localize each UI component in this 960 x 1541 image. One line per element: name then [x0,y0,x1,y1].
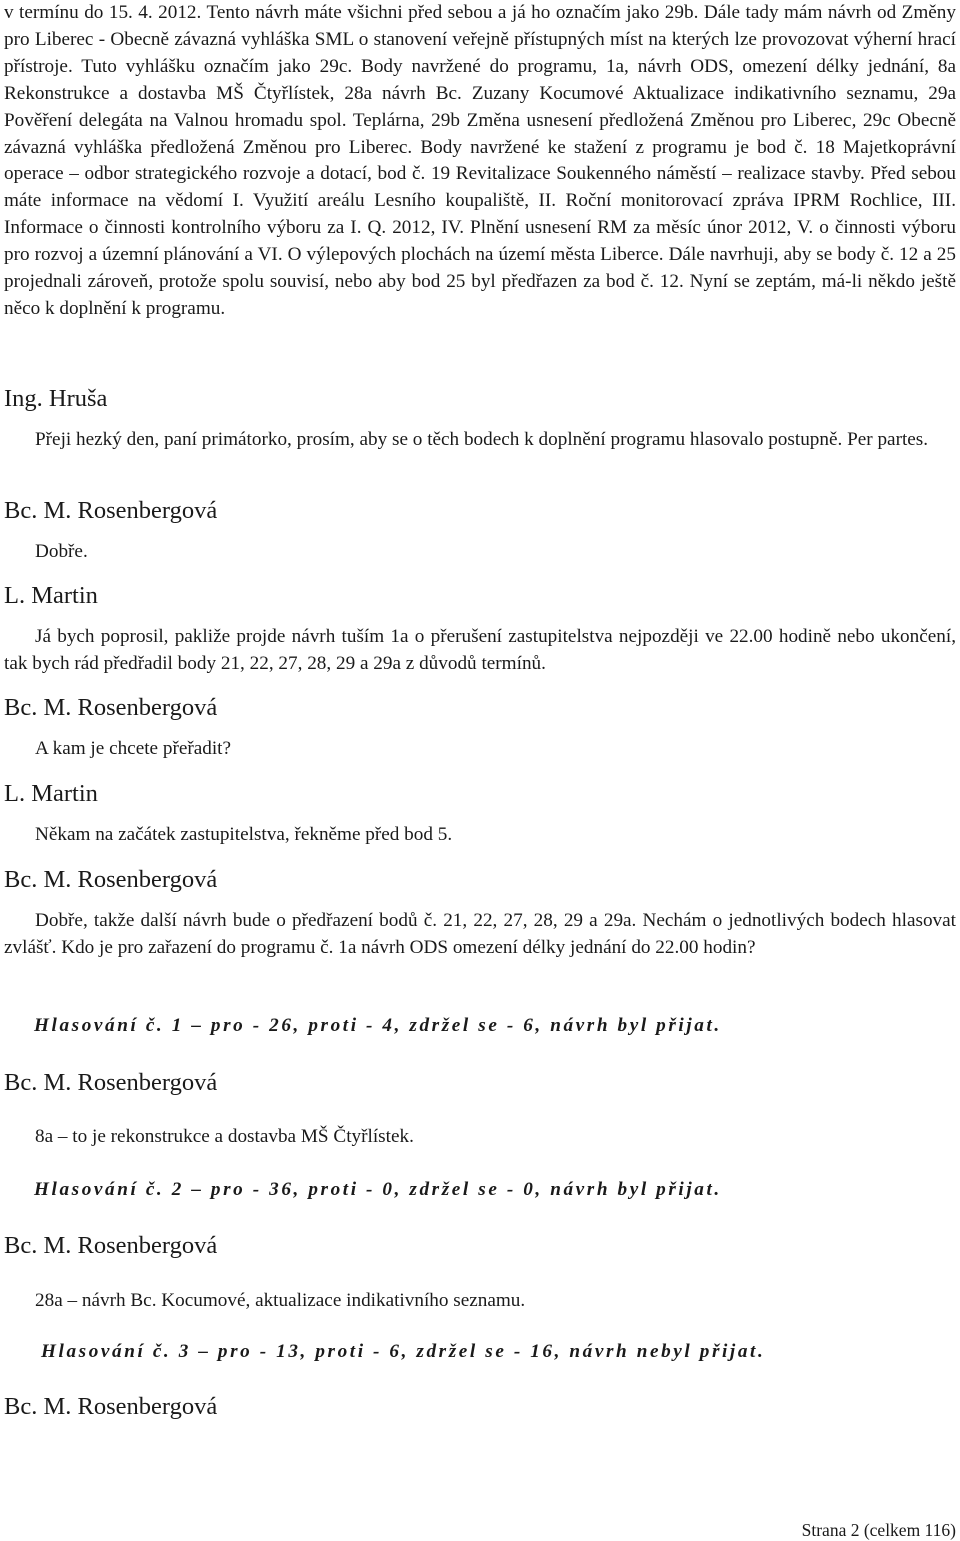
speech-text: Přeji hezký den, paní primátorko, prosím, aby se o těch bodech k doplnění programu hlasovalo postupně. Per partes. [35,429,929,450]
page-number-footer: Strana 2 (celkem 116) [801,1520,956,1540]
speech-text: Někam na začátek zastupitelstva, řekněme před bod 5. [35,824,453,845]
speaker-heading: Bc. M. Rosenbergová [4,1069,218,1096]
speech-text: Já bych poprosil, pakliže projde návrh tuším 1a o přerušení zastupitelstva nejpozději ve 22.00 hodině nebo ukončení, tak bych rád předřadil body 21, 22, 27, 28, 29 a 29a z důvodů termínů. [4,626,956,674]
speaker-heading: L. Martin [4,780,98,807]
vote-result: Hlasování č. 3 – pro - 13, proti - 6, zdržel se - 16, návrh nebyl přijat. [41,1341,766,1362]
speaker-heading: Bc. M. Rosenbergová [4,1232,218,1259]
speech-text: 28a – návrh Bc. Kocumové, aktualizace indikativního seznamu. [35,1290,526,1311]
speech-text: A kam je chcete přeřadit? [35,738,232,759]
speech-text: Dobře, takže další návrh bude o předřazení bodů č. 21, 22, 27, 28, 29 a 29a. Nechám o jednotlivých bodech hlasovat zvlášť. Kdo je pro zařazení do programu č. 1a návrh ODS omezení délky jednání do 22.00 hodin? [4,910,956,958]
speaker-heading: L. Martin [4,582,98,609]
speaker-heading: Bc. M. Rosenbergová [4,1393,218,1420]
vote-result: Hlasování č. 1 – pro - 26, proti - 4, zdržel se - 6, návrh byl přijat. [34,1015,722,1036]
speaker-heading: Bc. M. Rosenbergová [4,497,218,524]
speaker-heading: Bc. M. Rosenbergová [4,866,218,893]
speech-text: Dobře. [35,541,88,562]
speaker-heading: Bc. M. Rosenbergová [4,694,218,721]
vote-result: Hlasování č. 2 – pro - 36, proti - 0, zdržel se - 0, návrh byl přijat. [34,1179,722,1200]
intro-paragraph: v termínu do 15. 4. 2012. Tento návrh máte všichni před sebou a já ho označím jako 29b. Dále tady mám návrh od Změny pro Liberec - Obecně závazná vyhláška SML o stanovení veřejně přístupných míst na kterých lze provozovat výherní hrací přístroje. Tuto vyhlášku označím jako 29c. Body navržené do programu, 1a, návrh ODS, omezení délky jednání, 8a Rekonstrukce a dostavba MŠ Čtyřlístek, 28a návrh Bc. Zuzany Kocumové Aktualizace indikativního seznamu, 29a Pověření delegáta na Valnou hromadu spol. Teplárna, 29b Změna usnesení předložená Změnou pro Liberec, 29c Obecně závazná vyhláška předložená Změnou pro Liberec. Body navržené ke stažení z programu je bod č. 18 Majetkoprávní operace – odbor strategického rozvoje a dotací, bod č. 19 Revitalizace Soukenného náměstí – realizace stavby. Před sebou máte informace na vědomí I. Využití areálu Lesního koupaliště, II. Roční monitorovací zpráva IPRM Rochlice, III. Informace o činnosti kontrolního výboru za I. Q. 2012, IV. Plnění usnesení RM za měsíc únor 2012, V. o činnosti výboru pro rozvoj a územní plánování a VI. O výlepových plochách na území města Liberce. Dále navrhuji, aby se body č. 12 a 25 projednali zároveň, protože spolu souvisí, nebo aby bod 25 byl předřazen za bod č. 12. Nyní se zeptám, má-li někdo ještě něco k doplnění k programu. [4,2,956,319]
speech-text: 8a – to je rekonstrukce a dostavba MŠ Čtyřlístek. [35,1126,414,1147]
speaker-heading: Ing. Hruša [4,385,108,412]
